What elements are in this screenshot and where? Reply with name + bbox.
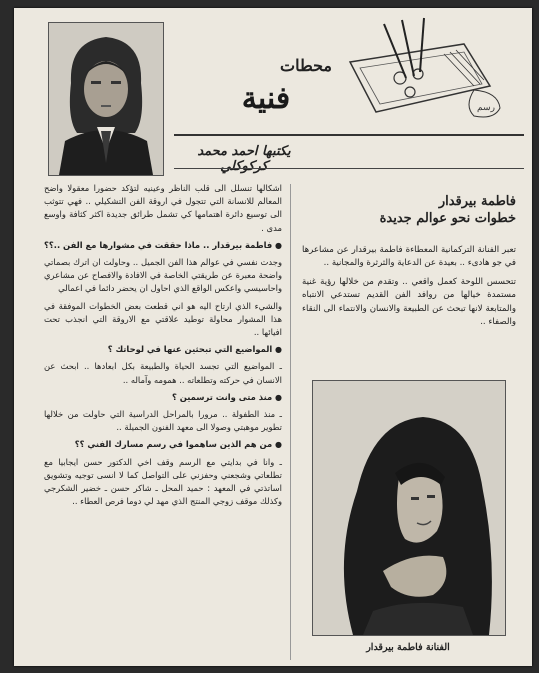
- byline-rule: [174, 168, 524, 169]
- palette-illustration: [314, 16, 514, 126]
- photo-caption: الفنانة فاطمة بيرقدار: [366, 642, 450, 653]
- paragraph: تعبر الفنانة التركمانية المعطاءة فاطمة بيرقدار عن مشاعرها في جو هادىء .. بعيدة عن الدعاية والثرثرة والمجانية ..: [302, 245, 516, 269]
- column-divider: [290, 184, 291, 660]
- paragraph: ـ المواضيع التي تجسد الحياة والطبيعة بكل ابعادها .. ابحث عن الانسان في حركته وتطلعاته .. همومه وآماله ..: [44, 361, 282, 385]
- interview-question: ● فاطمة بيرقدار .. ماذا حققت في مشوارها مع الفن ..؟؟: [44, 239, 282, 252]
- column-title-small: محطات: [280, 56, 332, 75]
- paragraph: ـ منذ الطفولة .. مرورا بالمراحل الدراسية التي حاولت من خلالها تطوير موهبتي وصولا الى معهد الفنون الجميلة ..: [44, 409, 282, 433]
- interview-question: ● المواضيع التي تبحثين عنها في لوحاتك ؟: [44, 343, 282, 356]
- headline-subtitle: خطوات نحو عوالم جديدة: [379, 211, 516, 226]
- paragraph: والشيء الذي ارتاح اليه هو اني قطعت بعض الخطوات الموفقة في هذا المشوار محاولة توطيد علاقتي مع الاروقة التي انجذب تحت افيائها ..: [44, 300, 282, 338]
- magazine-page: [14, 8, 532, 666]
- paragraph: تتحسس اللوحة كعمل واقعي .. وتقدم من خلالها رؤية غنية مستمدة خيالها من روافد الفن القديم تستدعي الانتباه والمتابعة لانها تبحث عن الطبيعة والانسان والانتماء الى النقاء والصفاء ..: [302, 276, 516, 328]
- artist-portrait-photo: [312, 380, 506, 636]
- paragraph: ـ وانا في بدايتي مع الرسم وقف اخي الدكتور حسن ايجابيا مع تطلعاتي وشجعني وحفزني على التواصل كما لا انسى توجيه وتشويق اساتذتي في المعهد : حميد المحل ـ شاكر حسن ـ خضير الشكرجي وكذلك موقف زوجي المنتج الذي مهد لي دوما فرص العطاء ..: [44, 456, 282, 507]
- author-portrait-photo: [48, 22, 164, 176]
- artist-logo-text: رسم: [477, 103, 495, 113]
- article-right-column: [302, 190, 516, 334]
- headline-name: فاطمة بيرقدار: [438, 194, 516, 209]
- interview-question: ● من هم الذين ساهموا في رسم مسارك الفني ؟؟: [44, 438, 282, 451]
- paragraph: اشكالها تنسلل الى قلب الناظر وعينيه لتؤكد حضورا معقولا واضح المعالم للانسانة التي تتجول في اروقة الفن التشكيلي .. فهي تتوثب الى توسيع دائرة اهتمامها كي تشمل طرائق جديدة اكثر كثافة واوسع مدى .: [44, 183, 282, 233]
- byline: يكتبها احمد محمد كركوكلي: [197, 144, 291, 174]
- header-rule: [174, 134, 524, 136]
- article-left-column: [44, 182, 282, 512]
- column-title-large: فنية: [241, 81, 291, 116]
- interview-question: ● منذ متى وانت ترسمين ؟: [44, 391, 282, 404]
- paragraph: وجدت نفسي في عوالم هذا الفن الجميل .. وحاولت ان اترك بصماتي واضحة معبرة عن طريقتي الخاصة في الافادة والافصاح عن مشاعري واحاسيسي واعكس الواقع الذي احاول ان يحضر دائما في اعمالي: [44, 257, 282, 294]
